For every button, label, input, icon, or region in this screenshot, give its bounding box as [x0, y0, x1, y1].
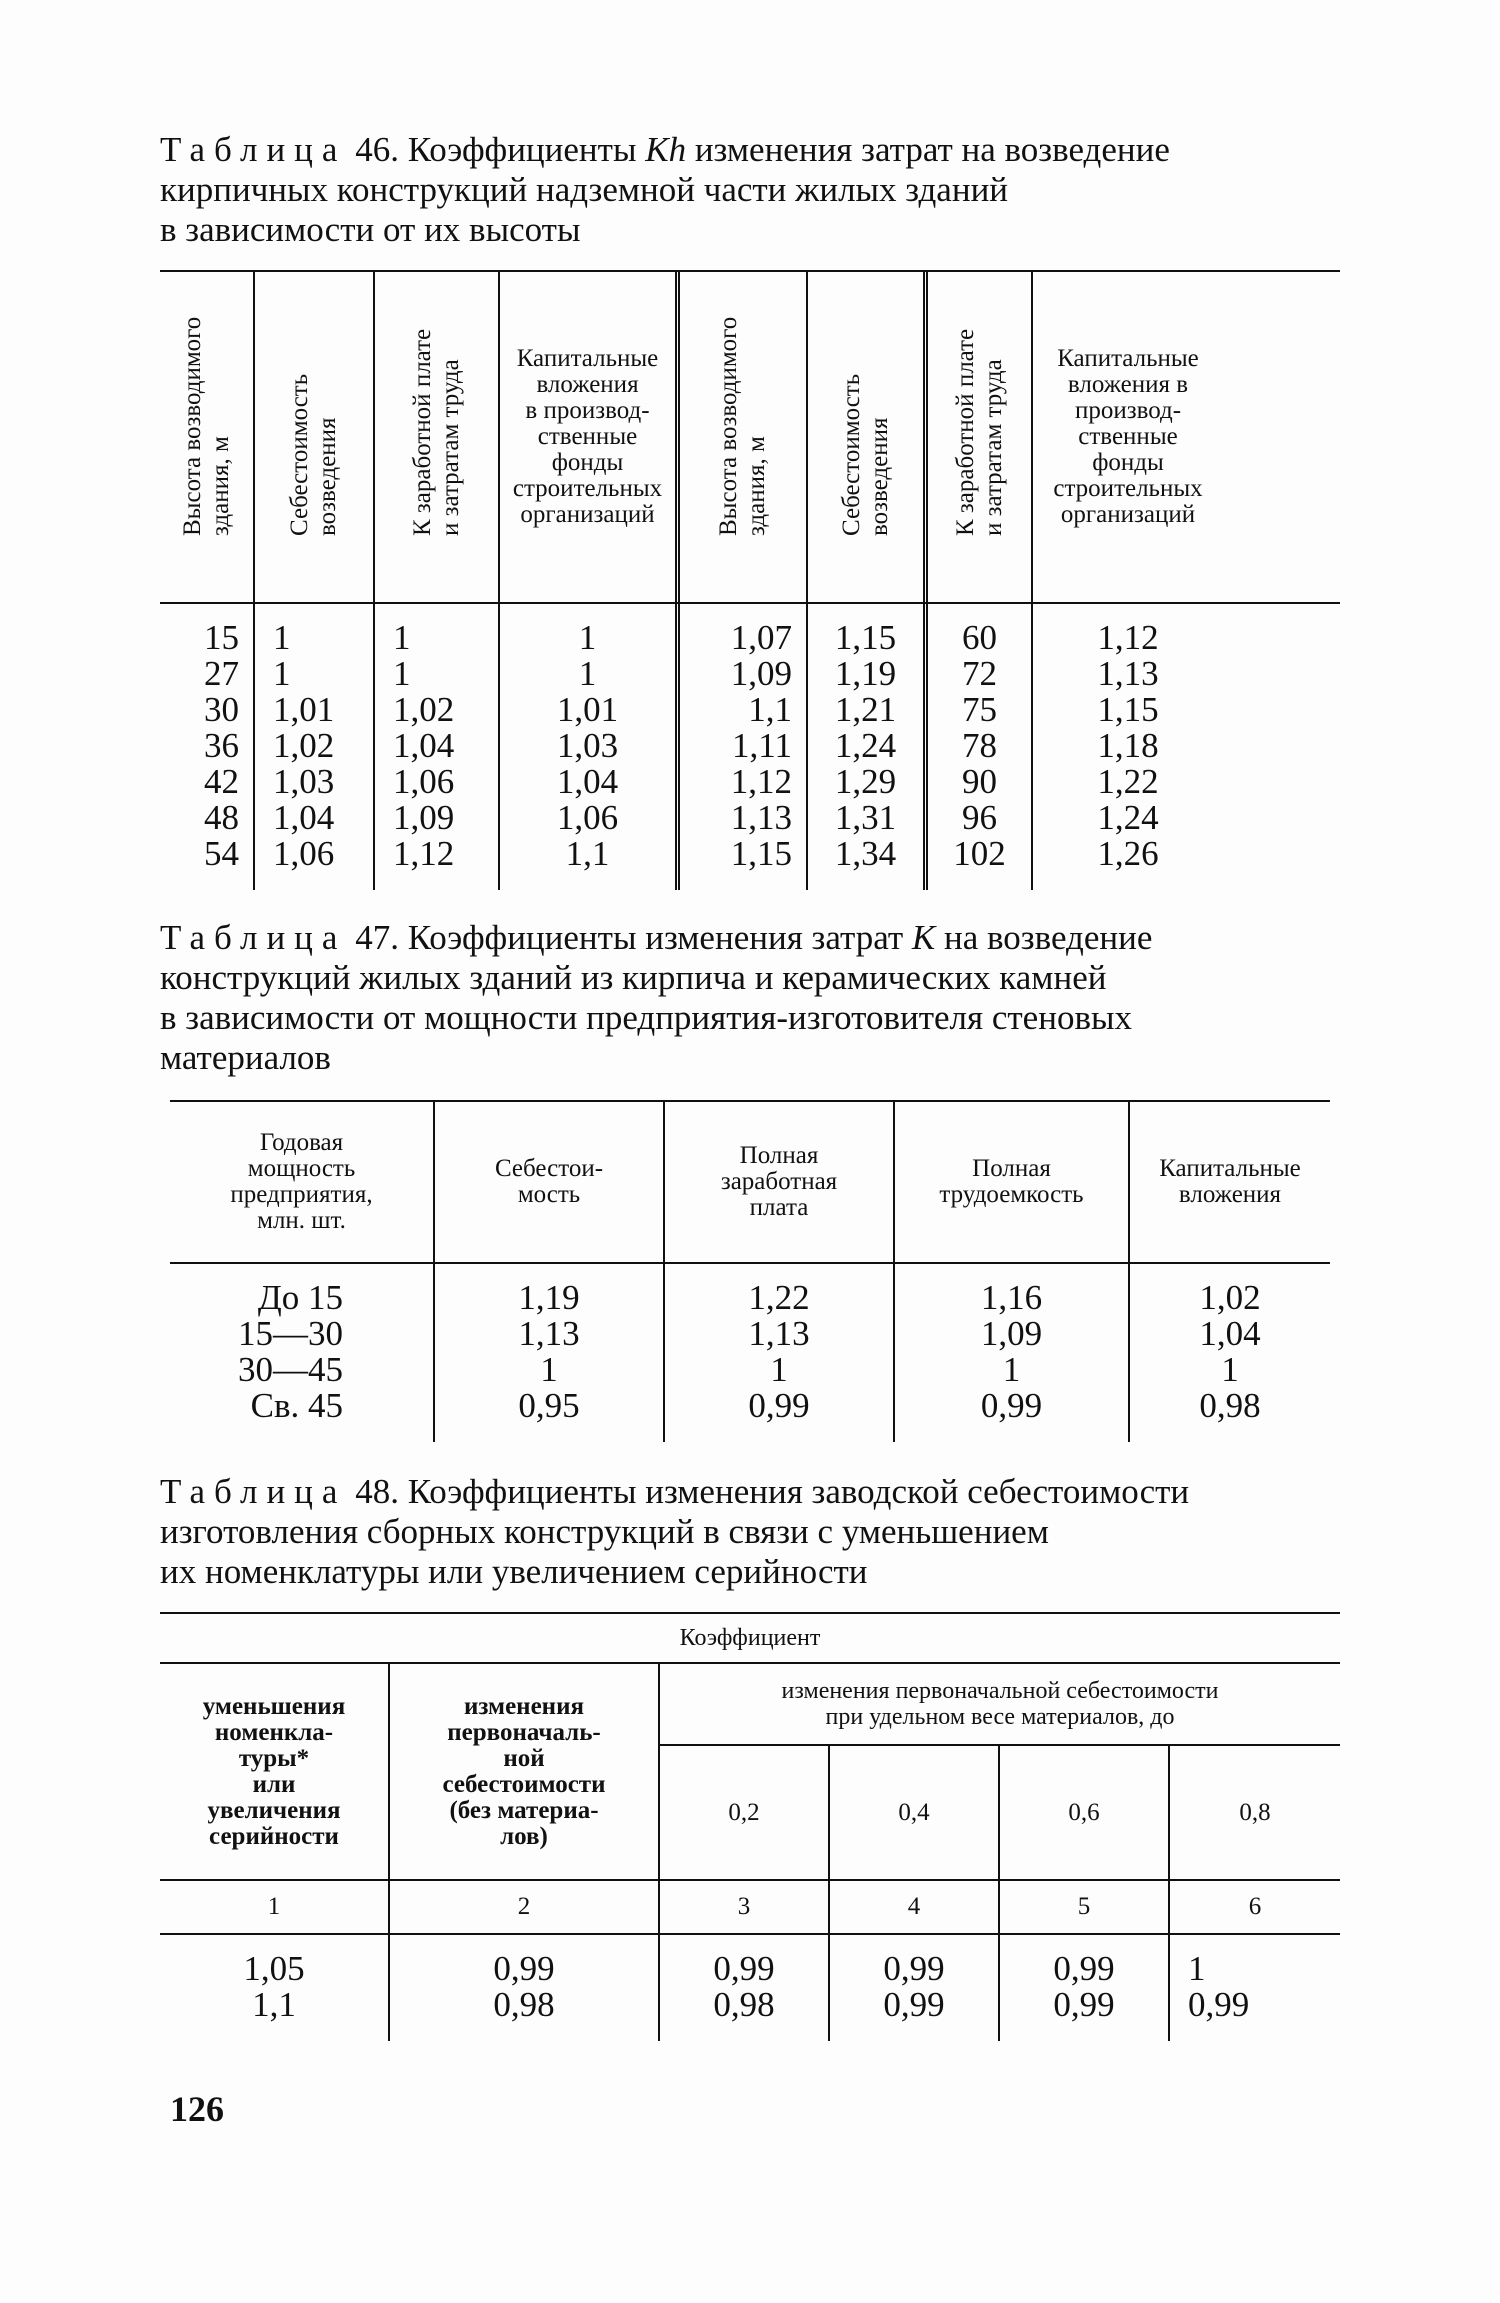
table-cell: 1,15: [1097, 690, 1159, 729]
table-cell: 0,99: [883, 1949, 945, 1988]
table46-header: [160, 272, 1340, 602]
table-cell: 1,03: [273, 762, 335, 801]
table-cell: 1,13: [1097, 654, 1159, 693]
table-cell: 1,01: [273, 690, 335, 729]
table48-header-material-group: [660, 1664, 1340, 1879]
table48-col-number: 5: [1000, 1881, 1170, 1933]
table-cell: 1,06: [393, 762, 455, 801]
table-cell: 1,11: [732, 726, 792, 765]
table-cell: 1,09: [393, 798, 455, 837]
table47-col-capacity: [170, 1264, 435, 1442]
table-cell: 0,98: [493, 1985, 555, 2024]
table46-header-cost-2: Себестоимость возведения: [808, 272, 928, 602]
table-cell: 1,1: [748, 690, 792, 729]
table47-col-wages: [665, 1264, 895, 1442]
table-cell: 1,21: [834, 690, 897, 729]
table46-header-capital: Капитальные вложения в производ- ственные фонды строительных организаций: [500, 272, 680, 602]
table48-col-numbers: [160, 1881, 1340, 1933]
table-cell: 0,98: [1199, 1386, 1261, 1425]
table46-col-cost: [255, 604, 375, 890]
table-cell: 1,07: [730, 618, 792, 657]
table-cell: 0,99: [980, 1386, 1043, 1425]
table46-header-height: Высота возводимого здания, м: [160, 272, 255, 602]
table48-col-number: 1: [160, 1881, 390, 1933]
table47-header-wages: Полная заработная плата: [665, 1102, 895, 1262]
table48-col-06: [1000, 1935, 1170, 2041]
table48-col-number: 6: [1248, 1893, 1262, 1920]
table-cell: 78: [962, 726, 997, 765]
table46-header-wages: К заработной плате и затратам труда: [375, 272, 500, 602]
table46-header-height-2: Высота возводимого здания, м: [680, 272, 808, 602]
table48-col-initial-cost: [390, 1935, 660, 2041]
table46-col-height: [160, 604, 255, 890]
table-cell: 0,98: [713, 1985, 775, 2024]
table-cell: 1,13: [518, 1314, 580, 1353]
table-cell: Св. 45: [250, 1386, 343, 1425]
table-cell: 1,16: [980, 1278, 1043, 1317]
table-cell: 1: [578, 654, 597, 693]
table46-caption: Таблица 46. Коэффициенты Kh изменения затрат на возведение кирпичных конструкций надземной части жилых зданий в зависимости от их высоты: [160, 130, 1170, 249]
table48-subheaders: [660, 1746, 1340, 1879]
table48-col-08: [1170, 1935, 1340, 2041]
table48-caption: Таблица 48. Коэффициенты изменения заводской себестоимости изготовления сборных конструкций в связи с уменьшением их номенклатуры или увеличением серийности: [160, 1472, 1190, 1591]
table-cell: 60: [962, 618, 997, 657]
table46-col-capital: [500, 604, 680, 890]
table-cell: 1,02: [393, 690, 455, 729]
table46-col-wages-2: [928, 604, 1033, 890]
table-cell: 1: [578, 618, 597, 657]
table-cell: 1,22: [1097, 762, 1159, 801]
table-cell: 1,19: [834, 654, 897, 693]
table48-header-material: изменения первоначальной себестоимости при удельном весе материалов, до: [660, 1664, 1340, 1746]
table-cell: 1,1: [252, 1985, 296, 2024]
table-cell: 1,1: [565, 834, 610, 873]
table-cell: 0,99: [1053, 1985, 1115, 2024]
table47-caption: Таблица 47. Коэффициенты изменения затрат K на возведение конструкций жилых зданий из кирпича и керамических камней в зависимости от мощности предприятия-изготовителя стеновых материалов: [160, 918, 1153, 1077]
table-cell: 1: [1002, 1350, 1021, 1389]
table-cell: 42: [204, 762, 239, 801]
table-cell: 0,99: [1188, 1985, 1250, 2024]
table48-col-number: 3: [660, 1881, 830, 1933]
table46-col-wages: [375, 604, 500, 890]
table-cell: 0,99: [883, 1985, 945, 2024]
table-cell: 1,06: [273, 834, 335, 873]
table-cell: 1,12: [393, 834, 455, 873]
table-cell: 0,99: [493, 1949, 555, 1988]
table-cell: 1: [393, 618, 411, 657]
table48-header: [160, 1664, 1340, 1879]
table48-subheader: 0,8: [1239, 1798, 1271, 1826]
table-cell: 96: [962, 798, 997, 837]
table48-col-04: [830, 1935, 1000, 2041]
table48-body: [160, 1935, 1340, 2041]
table-cell: 1,19: [518, 1278, 580, 1317]
table-cell: 1,02: [273, 726, 335, 765]
table-cell: 1,13: [730, 798, 792, 837]
table47-header-cost: Себестои- мость: [435, 1102, 665, 1262]
table46-col-cost-2: [808, 604, 928, 890]
table47-col-capital: [1130, 1264, 1330, 1442]
table48-group-header: Коэффициент: [679, 1625, 821, 1651]
table46-header-cost: Себестоимость возведения: [255, 272, 375, 602]
table-cell: 102: [953, 834, 1006, 873]
table47-header: [170, 1102, 1330, 1262]
table-cell: 1,04: [273, 798, 335, 837]
page-number: 126: [170, 2089, 224, 2129]
table-cell: 15: [204, 618, 239, 657]
table-cell: 1: [770, 1350, 788, 1389]
table-cell: 1,05: [243, 1949, 305, 1988]
table-cell: 1,24: [834, 726, 897, 765]
table-cell: 1,01: [556, 690, 619, 729]
table-cell: 1,12: [730, 762, 792, 801]
table-cell: 0,99: [748, 1386, 810, 1425]
table-cell: 1,04: [556, 762, 619, 801]
table-cell: 48: [204, 798, 239, 837]
table-cell: 1,24: [1097, 798, 1159, 837]
table46: [160, 270, 1340, 890]
table48-subheader: 0,6: [1000, 1746, 1170, 1879]
table-cell: 54: [204, 834, 239, 873]
table46-header-wages-2: К заработной плате и затратам труда: [928, 272, 1033, 602]
table-cell: 1: [540, 1350, 558, 1389]
table-cell: 1: [393, 654, 411, 693]
table-cell: 15—30: [238, 1314, 343, 1353]
table-cell: 30: [204, 690, 239, 729]
table-cell: 1,29: [834, 762, 897, 801]
table-cell: 1,06: [556, 798, 619, 837]
table-cell: 1,15: [834, 618, 897, 657]
table-cell: 0,95: [518, 1386, 580, 1425]
table-cell: 90: [962, 762, 997, 801]
table-cell: 1,13: [748, 1314, 810, 1353]
table-cell: 1,04: [1199, 1314, 1261, 1353]
table46-body: [160, 604, 1340, 890]
table-cell: 0,99: [1053, 1949, 1115, 1988]
table48-col-nomenclature: [160, 1935, 390, 2041]
table-cell: 1,26: [1097, 834, 1159, 873]
table-cell: 1,04: [393, 726, 455, 765]
table-cell: 1,15: [730, 834, 792, 873]
table-cell: 1,22: [748, 1278, 810, 1317]
table-cell: 1,09: [980, 1314, 1043, 1353]
table-cell: 1,12: [1097, 618, 1159, 657]
table-cell: 1: [273, 618, 291, 657]
table-cell: До 15: [257, 1278, 343, 1317]
table-cell: 36: [204, 726, 239, 765]
table-cell: 75: [962, 690, 997, 729]
table47-col-labor: [895, 1264, 1130, 1442]
table48: [160, 1612, 1340, 2041]
table46-header-capital-2: Капитальные вложения в производ- ственные фонды строительных организаций: [1053, 345, 1203, 528]
table47-header-labor: Полная трудоемкость: [895, 1102, 1130, 1262]
table-cell: 1,34: [834, 834, 897, 873]
table48-col-number: 4: [830, 1881, 1000, 1933]
table-cell: 1,02: [1199, 1278, 1261, 1317]
table47-col-cost: [435, 1264, 665, 1442]
table-cell: 0,99: [713, 1949, 775, 1988]
table-cell: 72: [962, 654, 997, 693]
table48-header-initial-cost: изменения первоначаль- ной себестоимости (без материа- лов): [390, 1664, 660, 1879]
table48-col-number: 2: [390, 1881, 660, 1933]
table48-col-02: [660, 1935, 830, 2041]
table47: [170, 1100, 1330, 1442]
table-cell: 27: [204, 654, 239, 693]
table-cell: 1,03: [556, 726, 619, 765]
table48-subheader: 0,4: [830, 1746, 1000, 1879]
table-cell: 1,31: [834, 798, 897, 837]
table48-header-nomenclature: уменьшения номенкла- туры* или увеличения серийности: [160, 1664, 390, 1879]
table-cell: 1: [1188, 1949, 1206, 1988]
table47-header-capital: Капитальные вложения: [1159, 1155, 1301, 1208]
table47-body: [170, 1264, 1330, 1442]
table-cell: 1,09: [730, 654, 792, 693]
table-cell: 1: [1221, 1350, 1239, 1389]
table-cell: 1: [273, 654, 291, 693]
table-cell: 1,18: [1097, 726, 1159, 765]
page-content: [160, 130, 1340, 2041]
table48-subheader: 0,2: [660, 1746, 830, 1879]
table47-header-capacity: Годовая мощность предприятия, млн. шт.: [170, 1102, 435, 1262]
table46-col-height-2: [680, 604, 808, 890]
table-cell: 30—45: [238, 1350, 343, 1389]
table46-col-capital-2: [1033, 604, 1223, 890]
